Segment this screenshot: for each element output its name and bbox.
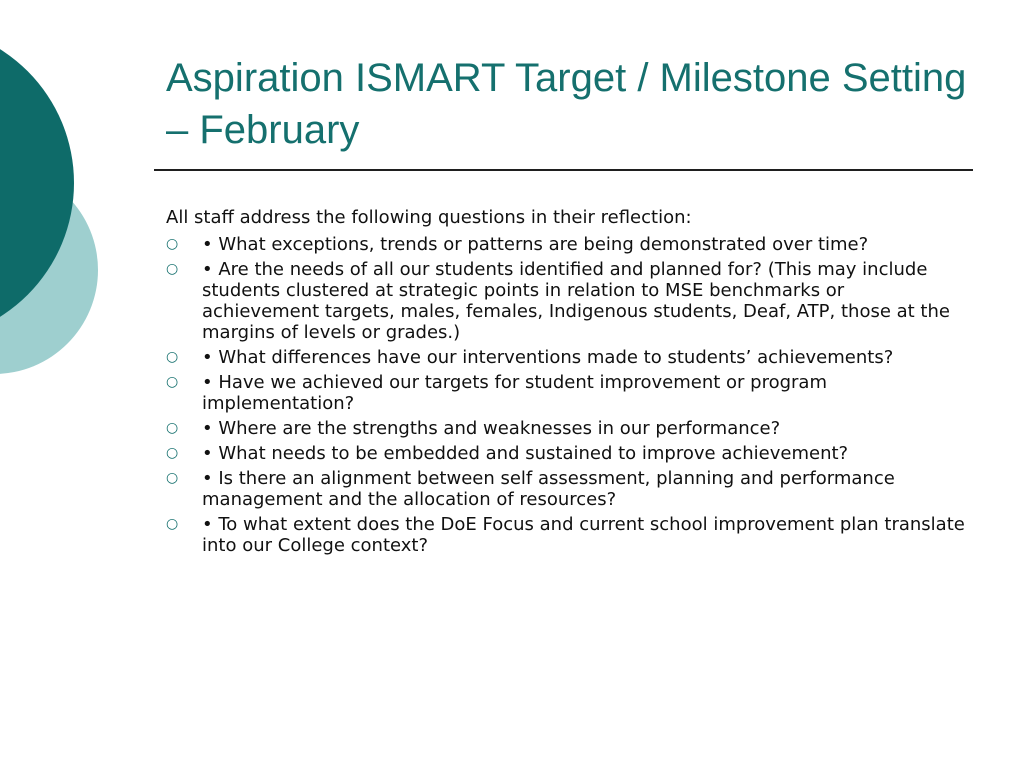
question-list [166, 234, 966, 556]
list-item [166, 259, 966, 343]
bullet-circle-icon: ○ [166, 470, 179, 486]
list-item [166, 234, 966, 255]
bullet-circle-icon: ○ [166, 236, 179, 252]
bullet-text: • What needs to be embedded and sustained to improve achievement? [202, 443, 849, 464]
list-item [166, 514, 966, 556]
bullet-text: • Is there an alignment between self assessment, planning and performance management and the allocation of resources? [202, 468, 895, 510]
bullet-circle-icon: ○ [166, 516, 179, 532]
bullet-text: • What exceptions, trends or patterns are being demonstrated over time? [202, 234, 869, 255]
list-item [166, 372, 966, 414]
bullet-circle-icon: ○ [166, 374, 179, 390]
bullet-text: • Are the needs of all our students identified and planned for? (This may include students clustered at strategic points in relation to MSE benchmarks or achievement targets, males, females, Indigenous students, Deaf, ATP, those at the margins of levels or grades.) [202, 259, 950, 343]
bullet-text: • Have we achieved our targets for student improvement or program implementation? [202, 372, 827, 414]
list-item [166, 443, 966, 464]
slide-body [166, 207, 966, 560]
bullet-circle-icon: ○ [166, 420, 179, 436]
decorative-circles [0, 0, 160, 420]
title-divider [154, 169, 973, 171]
list-item [166, 468, 966, 510]
bullet-text: • Where are the strengths and weaknesses in our performance? [202, 418, 781, 439]
list-item [166, 418, 966, 439]
bullet-circle-icon: ○ [166, 445, 179, 461]
intro-text: All staff address the following questions in their reflection: [166, 207, 692, 228]
bullet-circle-icon: ○ [166, 349, 179, 365]
list-item [166, 347, 966, 368]
bullet-circle-icon: ○ [166, 261, 179, 277]
bullet-text: • To what extent does the DoE Focus and current school improvement plan translate into our College context? [202, 514, 965, 556]
bullet-text: • What differences have our interventions made to students’ achievements? [202, 347, 894, 368]
slide-title: Aspiration ISMART Target / Milestone Setting – February [166, 56, 967, 152]
